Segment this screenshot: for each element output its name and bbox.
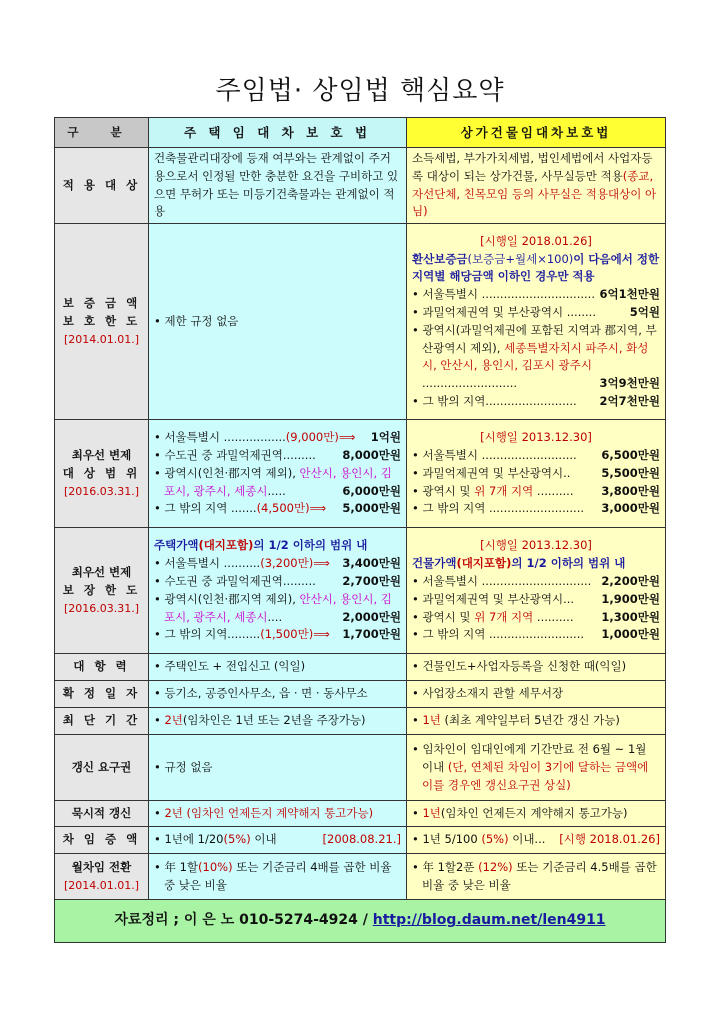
deposit-housing-text: • 제한 규정 없음 bbox=[154, 313, 401, 331]
item-label: 수도권 중 과밀억제권역......... bbox=[164, 573, 316, 588]
list-item bbox=[412, 609, 660, 627]
list-item bbox=[154, 591, 401, 627]
row-label bbox=[55, 681, 149, 708]
implicit-note: (임차인 언제든지 계약해지 통고가능) bbox=[182, 805, 374, 820]
conv-percent: (12%) bbox=[478, 859, 513, 874]
footer-credit: 자료정리 ; 이 은 노 010-5274-4924 / bbox=[114, 912, 373, 929]
implicit-years: 2년 bbox=[164, 805, 183, 820]
renewal-note: (단, 연체된 차임이 3기에 달하는 금액에 이를 경우엔 갱신요구권 상실) bbox=[422, 759, 649, 792]
implicit-years: 1년 bbox=[422, 805, 441, 820]
header-row bbox=[55, 118, 666, 148]
row-min-period bbox=[55, 708, 666, 735]
item-amount: 1,300만원 bbox=[601, 609, 660, 624]
period-years: 2년 bbox=[164, 713, 183, 728]
priority-amount-label-2: 보 장 한 도 bbox=[62, 583, 141, 598]
implicit-housing-text bbox=[154, 805, 401, 823]
source-footer bbox=[55, 900, 666, 943]
priority-scope-label-1: 최우선 변제 bbox=[71, 448, 132, 463]
item-amount: 2억7천만원 bbox=[599, 394, 660, 408]
item-dots: ..... bbox=[267, 483, 286, 498]
conv-rate: 年 1할 bbox=[164, 859, 199, 874]
head-a: 주택가액 bbox=[154, 538, 199, 553]
opposing-housing-text: • 주택인도 + 전입신고 (익일) bbox=[154, 658, 401, 676]
item-note: (3,200만) bbox=[260, 556, 314, 571]
conv-note: 또는 기준금리 4.5배를 곱한 비율 중 낮은 비율 bbox=[422, 859, 657, 892]
row-label bbox=[55, 801, 149, 827]
fixed-date-housing-text: • 등기소, 공증인사무소, 읍 · 면 · 동사무소 bbox=[154, 685, 401, 703]
deposit-housing bbox=[149, 224, 407, 420]
fixed-date-commercial-text: • 사업장소재지 관할 세무서장 bbox=[412, 685, 660, 703]
list-item bbox=[154, 626, 401, 644]
period-years: 1년 bbox=[422, 713, 441, 728]
blog-link[interactable]: http://blog.daum.net/len4911 bbox=[372, 912, 606, 929]
deposit-label-1: 보 증 금 액 bbox=[62, 296, 141, 311]
head-c: 의 1/2 이하의 범위 내 bbox=[511, 556, 626, 571]
list-item bbox=[154, 573, 401, 591]
fixed-date-commercial bbox=[407, 681, 666, 708]
list-item bbox=[412, 626, 660, 644]
priority-amount-date: [2016.03.31.] bbox=[63, 602, 140, 616]
implicit-commercial-text bbox=[412, 805, 660, 823]
monthly-conv-commercial-text bbox=[412, 859, 660, 895]
priority-amount-commercial bbox=[407, 528, 666, 654]
rent-increase-commercial bbox=[407, 827, 666, 854]
item-note: (9,000만) bbox=[285, 430, 339, 445]
row-label bbox=[55, 654, 149, 681]
list-item bbox=[154, 555, 401, 573]
row-scope bbox=[55, 148, 666, 224]
deposit-commercial bbox=[407, 224, 666, 420]
item-amount: 3,000만원 bbox=[601, 501, 660, 516]
head-b: (대지포함) bbox=[198, 538, 254, 553]
renewal-commercial-text bbox=[412, 741, 660, 794]
fixed-date-label: 확 정 일 자 bbox=[62, 686, 141, 701]
deposit-item bbox=[412, 393, 660, 411]
list-item bbox=[412, 500, 660, 518]
fixed-date-housing bbox=[149, 681, 407, 708]
item-label: 수도권 중 과밀억제권역......... bbox=[164, 448, 316, 463]
deposit-item bbox=[412, 304, 660, 322]
implicit-label: 묵시적 갱신 bbox=[71, 805, 132, 820]
opposing-commercial bbox=[407, 654, 666, 681]
housing-value-heading bbox=[154, 537, 401, 555]
converted-a: 환산보증금 bbox=[412, 251, 468, 266]
min-period-label: 최 단 기 간 bbox=[62, 713, 141, 728]
renewal-housing bbox=[149, 735, 407, 801]
item-amount: 5억원 bbox=[629, 304, 660, 319]
list-item bbox=[154, 465, 401, 501]
priority-scope-housing bbox=[149, 420, 407, 528]
priority-scope-commercial bbox=[407, 420, 666, 528]
list-item bbox=[412, 465, 660, 483]
item-label: 광역시 및 bbox=[422, 609, 475, 624]
item-note: (4,500만) bbox=[256, 501, 310, 516]
min-period-housing-text bbox=[154, 712, 401, 730]
row-label bbox=[55, 854, 149, 900]
converted-c: 이 다음에서 정한 지역별 해당금액 이하인 경우만 적용 bbox=[412, 251, 660, 284]
deposit-effective-date: [시행일 2018.01.26] bbox=[480, 233, 592, 248]
conv-rate: 年 1할2푼 bbox=[422, 859, 479, 874]
item-note: 세종특별자치시 파주시, 화성시, 안산시, 용인시, 김포시 광주시 bbox=[422, 340, 649, 373]
monthly-conv-housing-text bbox=[154, 859, 401, 895]
arrow-icon: ⟹ bbox=[313, 627, 330, 642]
increase-limit: 이내... bbox=[508, 832, 546, 847]
priority-scope-label-2: 대 상 범 위 bbox=[62, 466, 141, 481]
priority-amount-housing bbox=[149, 528, 407, 654]
row-fixed-date bbox=[55, 681, 666, 708]
increase-percent: (5%) bbox=[481, 832, 509, 847]
priority-scope-effective: [시행일 2013.12.30] bbox=[480, 430, 592, 445]
row-opposing bbox=[55, 654, 666, 681]
item-label: 그 밖의 지역 .......................... bbox=[422, 501, 585, 516]
min-period-commercial bbox=[407, 708, 666, 735]
head-c: 의 1/2 이하의 범위 내 bbox=[253, 538, 368, 553]
arrow-icon: ⟹ bbox=[313, 556, 330, 571]
implicit-commercial bbox=[407, 801, 666, 827]
list-item bbox=[154, 500, 401, 518]
item-label: 그 밖의 지역......... bbox=[164, 627, 261, 642]
scope-commercial-note: (종교, 자선단체, 친목모임 등의 사무실은 적용대상이 아님) bbox=[412, 168, 657, 219]
list-item bbox=[412, 573, 660, 591]
deposit-label-2: 보 호 한 도 bbox=[62, 314, 141, 329]
item-label: 서울특별시 .......................... bbox=[422, 448, 577, 463]
row-label bbox=[55, 224, 149, 420]
rent-increase-housing bbox=[149, 827, 407, 854]
scope-housing: 건축물관리대장에 등재 여부와는 관계없이 주거용으로서 인정될 만한 충분한 요건을 구비하고 있으면 무허가 또는 미등기건축물과는 관계없이 적용 bbox=[149, 148, 407, 224]
item-dots: .... bbox=[267, 609, 283, 624]
renewal-label: 갱신 요구권 bbox=[71, 759, 132, 774]
converted-b: (보증금+월세×100) bbox=[467, 251, 574, 266]
item-label: 과밀억제권역 및 부산광역시.. bbox=[422, 465, 571, 480]
opposing-housing bbox=[149, 654, 407, 681]
deposit-date: [2014.01.01.] bbox=[63, 333, 140, 347]
row-priority-scope bbox=[55, 420, 666, 528]
item-amount: 6,000만원 bbox=[342, 483, 401, 498]
min-period-housing bbox=[149, 708, 407, 735]
list-item bbox=[412, 591, 660, 609]
row-label bbox=[55, 827, 149, 854]
item-amount: 1,900만원 bbox=[601, 591, 660, 606]
item-label: 그 밖의 지역 .......................... bbox=[422, 627, 585, 642]
header-housing-law: 주 택 임 대 차 보 호 법 bbox=[149, 118, 407, 148]
priority-scope-date: [2016.03.31.] bbox=[63, 485, 140, 499]
item-amount: 1,700만원 bbox=[342, 627, 401, 642]
row-implicit-renewal bbox=[55, 801, 666, 827]
footer-row bbox=[55, 900, 666, 943]
item-label: 과밀억제권역 및 부산광역시 ........ bbox=[422, 304, 596, 319]
row-label bbox=[55, 528, 149, 654]
period-note: (최초 계약일부터 5년간 갱신 가능) bbox=[440, 713, 620, 728]
item-amount: 5,500만원 bbox=[601, 465, 660, 480]
item-label: 광역시 및 bbox=[422, 483, 475, 498]
item-amount: 6,500만원 bbox=[601, 448, 660, 463]
row-label bbox=[55, 420, 149, 528]
increase-rate: 1년 5/100 bbox=[422, 832, 482, 847]
opposing-label: 대 항 력 bbox=[73, 659, 130, 674]
increase-date: [2008.08.21.] bbox=[322, 832, 401, 847]
scope-commercial bbox=[407, 148, 666, 224]
item-amount: 2,200만원 bbox=[601, 573, 660, 588]
increase-limit: 이내 bbox=[250, 832, 277, 847]
item-label: 서울특별시 ................. bbox=[164, 430, 286, 445]
list-item bbox=[412, 447, 660, 465]
row-label bbox=[55, 148, 149, 224]
row-renewal bbox=[55, 735, 666, 801]
increase-percent: (5%) bbox=[223, 832, 251, 847]
item-amount: 1억원 bbox=[370, 430, 401, 445]
priority-amount-effective: [시행일 2013.12.30] bbox=[480, 538, 592, 553]
item-dots: .......................... bbox=[422, 376, 518, 391]
monthly-conv-date: [2014.01.01.] bbox=[63, 879, 140, 893]
item-amount: 5,000만원 bbox=[342, 501, 401, 516]
item-note: (1,500만) bbox=[260, 627, 314, 642]
item-label: 광역시(과밀억제권에 포함된 지역과 郡지역, 부산광역시 제외), bbox=[422, 322, 657, 355]
list-item bbox=[412, 483, 660, 501]
implicit-housing bbox=[149, 801, 407, 827]
item-amount: 3,400만원 bbox=[342, 556, 401, 571]
row-monthly-conversion bbox=[55, 854, 666, 900]
summary-table bbox=[54, 117, 666, 943]
item-label: 서울특별시 ............................... bbox=[422, 287, 595, 302]
priority-amount-label-1: 최우선 변제 bbox=[71, 565, 132, 580]
item-label: 그 밖의 지역......................... bbox=[422, 394, 577, 408]
rent-increase-commercial-text bbox=[412, 831, 660, 849]
item-dots: .......... bbox=[533, 483, 574, 498]
increase-date: [시행 2018.01.26] bbox=[559, 832, 660, 847]
period-note: (임차인은 1년 또는 2년을 주장가능) bbox=[182, 713, 366, 728]
deposit-item bbox=[412, 322, 660, 393]
item-note: 안산시, 용인시, 김포시, 광주시, 세종시 bbox=[164, 591, 392, 624]
document-title: 주임법· 상임법 핵심요약 bbox=[215, 76, 505, 106]
renewal-housing-text: • 규정 없음 bbox=[154, 759, 401, 777]
renewal-main: 임차인이 임대인에게 기간만료 전 6월 ~ 1월 이내 bbox=[422, 742, 647, 774]
monthly-conv-commercial bbox=[407, 854, 666, 900]
renewal-commercial bbox=[407, 735, 666, 801]
item-note: 안산시, 용인시, 김포시, 광주시, 세종시 bbox=[164, 465, 392, 498]
row-deposit bbox=[55, 224, 666, 420]
row-priority-amount bbox=[55, 528, 666, 654]
item-amount: 3,800만원 bbox=[601, 483, 660, 498]
arrow-icon: ⟹ bbox=[309, 501, 327, 516]
item-amount: 2,000만원 bbox=[342, 609, 401, 624]
item-amount: 2,700만원 bbox=[342, 573, 401, 588]
item-label: 과밀억제권역 및 부산광역시... bbox=[422, 591, 575, 606]
list-item bbox=[154, 429, 401, 447]
head-a: 건물가액 bbox=[412, 556, 457, 571]
rent-increase-label: 차 임 증 액 bbox=[62, 832, 141, 847]
item-amount: 8,000만원 bbox=[342, 448, 401, 463]
monthly-conv-housing bbox=[149, 854, 407, 900]
scope-label: 적 용 대 상 bbox=[62, 177, 141, 192]
item-note: 위 7개 지역 bbox=[474, 609, 534, 624]
commercial-value-heading bbox=[412, 555, 660, 573]
increase-rate: 1년에 1/20 bbox=[164, 832, 224, 847]
head-b: (대지포함) bbox=[456, 556, 512, 571]
item-label: 서울특별시 .......... bbox=[164, 556, 261, 571]
deposit-item bbox=[412, 286, 660, 304]
header-commercial-law: 상가건물임대차보호법 bbox=[407, 118, 666, 148]
row-rent-increase bbox=[55, 827, 666, 854]
item-amount: 3억9천만원 bbox=[599, 376, 660, 391]
opposing-commercial-text: • 건물인도+사업자등록을 신청한 때(익일) bbox=[412, 658, 660, 676]
min-period-commercial-text bbox=[412, 712, 660, 730]
item-amount: 1,000만원 bbox=[601, 627, 660, 642]
item-note: 위 7개 지역 bbox=[474, 483, 534, 498]
row-label bbox=[55, 735, 149, 801]
conv-percent: (10%) bbox=[198, 859, 233, 874]
scope-commercial-main: 소득세법, 부가가치세법, 법인세법에서 사업자등록 대상이 되는 상가건물, 사무실등만 적용 bbox=[412, 151, 653, 183]
item-label: 서울특별시 .............................. bbox=[422, 573, 592, 588]
item-dots: .......... bbox=[533, 609, 574, 624]
header-category: 구 분 bbox=[55, 118, 149, 148]
converted-deposit bbox=[412, 252, 659, 284]
item-amount: 6억1천만원 bbox=[599, 287, 660, 302]
rent-increase-housing-text bbox=[154, 831, 401, 849]
list-item bbox=[154, 447, 401, 465]
implicit-note: (임차인 언제든지 계약해지 통고가능) bbox=[440, 805, 628, 820]
row-label bbox=[55, 708, 149, 735]
item-label: 광역시(인천·郡지역 제외), bbox=[164, 465, 300, 480]
item-label: 광역시(인천·郡지역 제외), bbox=[164, 591, 300, 606]
arrow-icon: ⟹ bbox=[338, 430, 356, 445]
conv-note: 또는 기준금리 4배를 곱한 비율 중 낮은 비율 bbox=[164, 859, 392, 892]
item-label: 그 밖의 지역 ....... bbox=[164, 501, 257, 516]
monthly-conv-label: 월차임 전환 bbox=[71, 860, 132, 875]
